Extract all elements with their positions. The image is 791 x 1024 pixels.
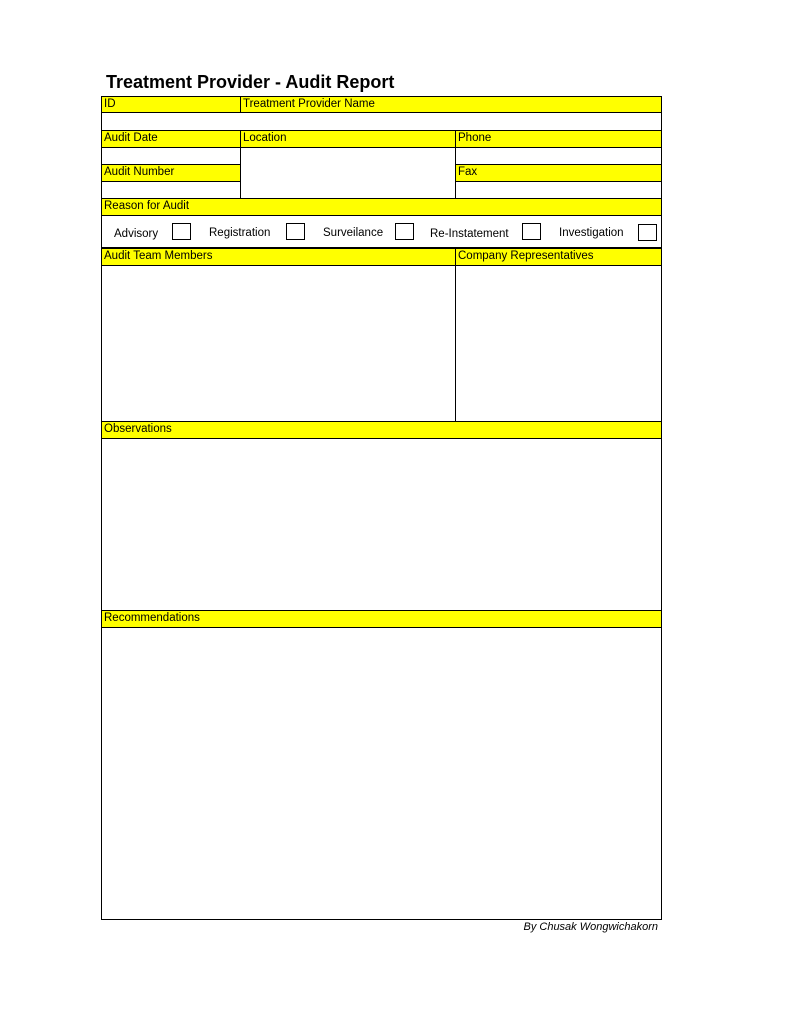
registration-label: Registration	[209, 227, 271, 239]
reinstatement-checkbox[interactable]	[522, 223, 541, 240]
author-credit: By Chusak Wongwichakorn	[523, 921, 658, 933]
investigation-checkbox[interactable]	[638, 224, 657, 241]
company-reps-input[interactable]	[455, 265, 662, 422]
observations-input[interactable]	[101, 438, 662, 611]
fax-input[interactable]	[455, 181, 662, 199]
reason-header: Reason for Audit	[101, 198, 662, 216]
audit-number-header: Audit Number	[101, 164, 241, 182]
investigation-label: Investigation	[559, 227, 624, 239]
id-provider-input-row[interactable]	[101, 112, 662, 131]
recommendations-header: Recommendations	[101, 610, 662, 628]
audit-date-input[interactable]	[101, 147, 241, 165]
fax-header: Fax	[455, 164, 662, 182]
audit-team-header: Audit Team Members	[101, 248, 456, 266]
provider-name-header: Treatment Provider Name	[240, 96, 662, 113]
phone-input[interactable]	[455, 147, 662, 165]
id-header: ID	[101, 96, 241, 113]
surveilance-label: Surveilance	[323, 227, 384, 239]
advisory-label: Advisory	[114, 228, 159, 240]
recommendations-input[interactable]	[101, 627, 662, 920]
audit-team-input[interactable]	[101, 265, 456, 422]
page-title: Treatment Provider - Audit Report	[106, 72, 395, 92]
audit-date-header: Audit Date	[101, 130, 241, 148]
advisory-checkbox[interactable]	[172, 223, 191, 240]
reinstatement-label: Re-Instatement	[430, 228, 509, 240]
company-reps-header: Company Representatives	[455, 248, 662, 266]
observations-header: Observations	[101, 421, 662, 439]
surveilance-checkbox[interactable]	[395, 223, 414, 240]
location-header: Location	[240, 130, 456, 148]
location-input[interactable]	[240, 147, 456, 199]
registration-checkbox[interactable]	[286, 223, 305, 240]
audit-number-input[interactable]	[101, 181, 241, 199]
reason-options-row	[101, 215, 662, 248]
phone-header: Phone	[455, 130, 662, 148]
